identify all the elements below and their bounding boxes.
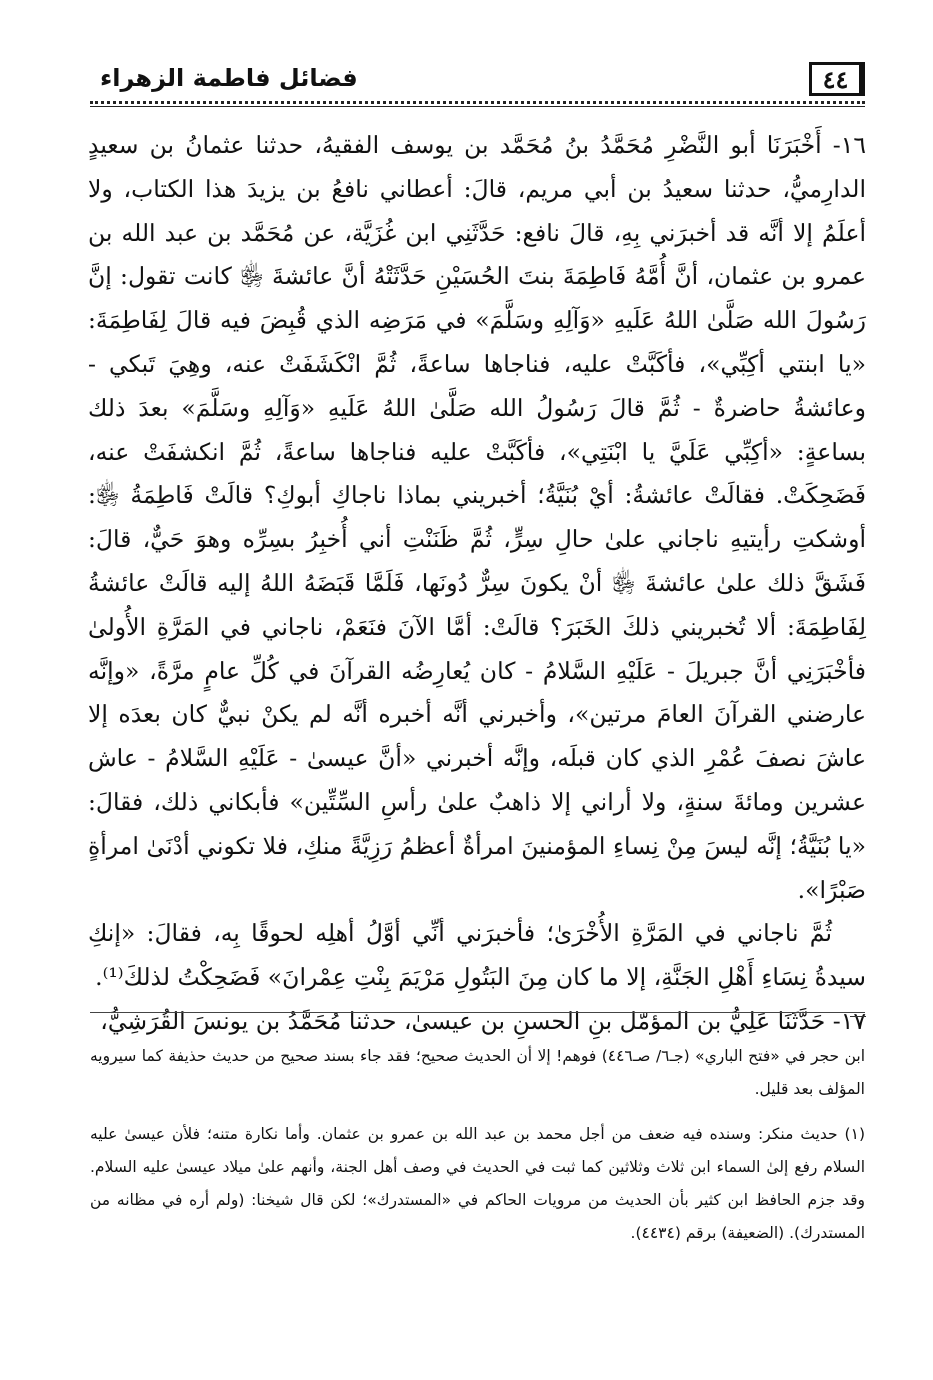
page-number: ٤٤ [809, 62, 865, 96]
running-title: فضائل فاطمة الزهراء [100, 64, 358, 92]
header-dotted-rule [90, 101, 865, 104]
footnotes [90, 1040, 865, 1250]
page-header [90, 62, 865, 102]
hadith-16-paragraph: ١٦- أَخْبَرَنَا أبو النَّضْرِ مُحَمَّدُ بنُ مُحَمَّد بن يوسف الفقيهُ، حدثنا عثمانُ بن سعيدٍ الدارِميُّ، حدثنا سعيدُ بن أبي مريم، قالَ: أعطاني نافعُ بن يزيدَ هذا الكتاب، ولا أعلَمُ إلا أنَّه قد أخبرَني بِهِ، قالَ نافع: حَدَّثَنِي ابن غُزَيَّة، عن مُحَمَّد بن عبد الله بن عمرو بن عثمان، أنَّ أُمَّهُ فَاطِمَةَ بنتَ الحُسَيْنِ حَدَّثَتْهُ أنَّ عائشةَ ﵂ كانت تقول: إنَّ رَسُولَ الله صَلَّىٰ اللهُ عَلَيهِ «وَآلِهِ وسَلَّمَ» في مَرَضِه الذي قُبِضَ فيه قالَ لِفَاطِمَةَ: «يا ابنتي أكِبِّي»، فأكَبَّتْ عليه، فناجاها ساعةً، ثُمَّ انْكَشَفَتْ عنه، وهِيَ تَبكي - وعائشةُ حاضرةٌ - ثُمَّ قالَ رَسُولُ الله صَلَّىٰ اللهُ عَلَيهِ «وَآلِهِ وسَلَّمَ» بعدَ ذلك بساعةٍ: «أكِبِّي عَلَيَّ يا ابْنَتِي»، فأكَبَّتْ عليه فناجاها ساعةً، ثُمَّ انكشفَتْ عنه، فَضَحِكَتْ. فقالَتْ عائشةُ: أيْ بُنَيَّةُ؛ أخبريني بماذا ناجاكِ أبوكِ؟ قالَتْ فَاطِمَةُ ﵂: أوشكتِ رأيتيهِ ناجاني علىٰ حالِ سِرٍّ، ثُمَّ ظَنَنْتِ أني أُخبِرُ بسِرِّه وهوَ حَيٌّ، قالَ: فَشَقَّ ذلك علىٰ عائشةَ ﵂ أنْ يكونَ سِرٌّ دُونَها، فَلَمَّا قَبَضَهُ اللهُ إليه قالَتْ عائشةُ لِفَاطِمَةَ: ألا تُخبريني ذلكَ الخَبَرَ؟ قالَتْ: أمَّا الآنَ فنَعَمْ، ناجاني في المَرَّةِ الأُولىٰ فأخْبَرَنِي أنَّ جبريلَ - عَلَيْهِ السَّلامُ - كان يُعارِضُه القرآنَ في كُلِّ عامٍ مرَّةً، «وإنَّه عارضني القرآنَ العامَ مرتين»، وأخبرني أنَّه أخبره أنَّه لم يكنْ نبيٌّ كان بعدَه إلا عاشَ نصفَ عُمْرِ الذي كان قبلَه، وإنَّه أخبرني «أنَّ عيسىٰ - عَلَيْهِ السَّلامُ - عاش عشرين ومائةَ سنةٍ، ولا أراني إلا ذاهبٌ علىٰ رأسِ السِّتِّين» فأبكاني ذلك، فقالَ: «يا بُنَيَّةُ؛ إنَّه ليسَ مِنْ نِساءِ المؤمنينَ امرأةٌ أعظمُ رَزِيَّةً منكِ، فلا تكوني أدْنَىٰ امرأةٍ صَبْرًا». [88, 131, 866, 904]
footnote-1: (١) حديث منكر: وسنده فيه ضعف من أجل محمد بن عبد الله بن عمرو بن عثمان. وأما نكارة متنه؛ فلأن عيسىٰ عليه السلام رفع إلىٰ السماء ابن ثلاث وثلاثين كما ثبت في الحديث في وصف أهل الجنة، وأنهم علىٰ ميلاد عيسىٰ عليه السلام. وقد جزم الحافظ ابن كثير بأن الحديث من مرويات الحاكم في «المستدرك»؛ لكن قال شيخنا: (ولم أره في مظانه من المستدرك). (الضعيفة) برقم (٤٤٣٤). [90, 1125, 865, 1242]
hadith-16-continuation: ثُمَّ ناجاني في المَرَّةِ الأُخْرَىٰ؛ فأخبرَني أنِّي أوَّلُ أهلِه لحوقًا بِه، فقالَ: «إنكِ سيدةُ نِسَاءِ أَهْلِ الجَنَّةِ، إلا ما كان مِنَ البَتُولِ مَرْيَمَ بِنْتِ عِمْرانَ» فَضَحِكْتُ لذلكَ⁽¹⁾. [88, 919, 866, 992]
hadith-17-paragraph: ١٧- حَدَّثَنَا عَلِيُّ بن المؤمّل بنِ الحسنِ بن عيسىٰ، حدثنا مُحَمَّدُ بن يونسَ القُرَشِيُّ، [100, 1006, 866, 1035]
footnote-continued: ابن حجر في «فتح الباري» (جـ٦/ صـ٤٤٦) فوهم! إلا أن الحديث صحيح؛ فقد جاء بسند صحيح من حديث حذيفة كما سيرويه المؤلف بعد قليل. [90, 1047, 866, 1098]
footnote-separator [90, 1012, 865, 1013]
header-rule [90, 106, 865, 107]
main-text [88, 124, 866, 1044]
footnote-continuation-mark [850, 1016, 866, 1017]
